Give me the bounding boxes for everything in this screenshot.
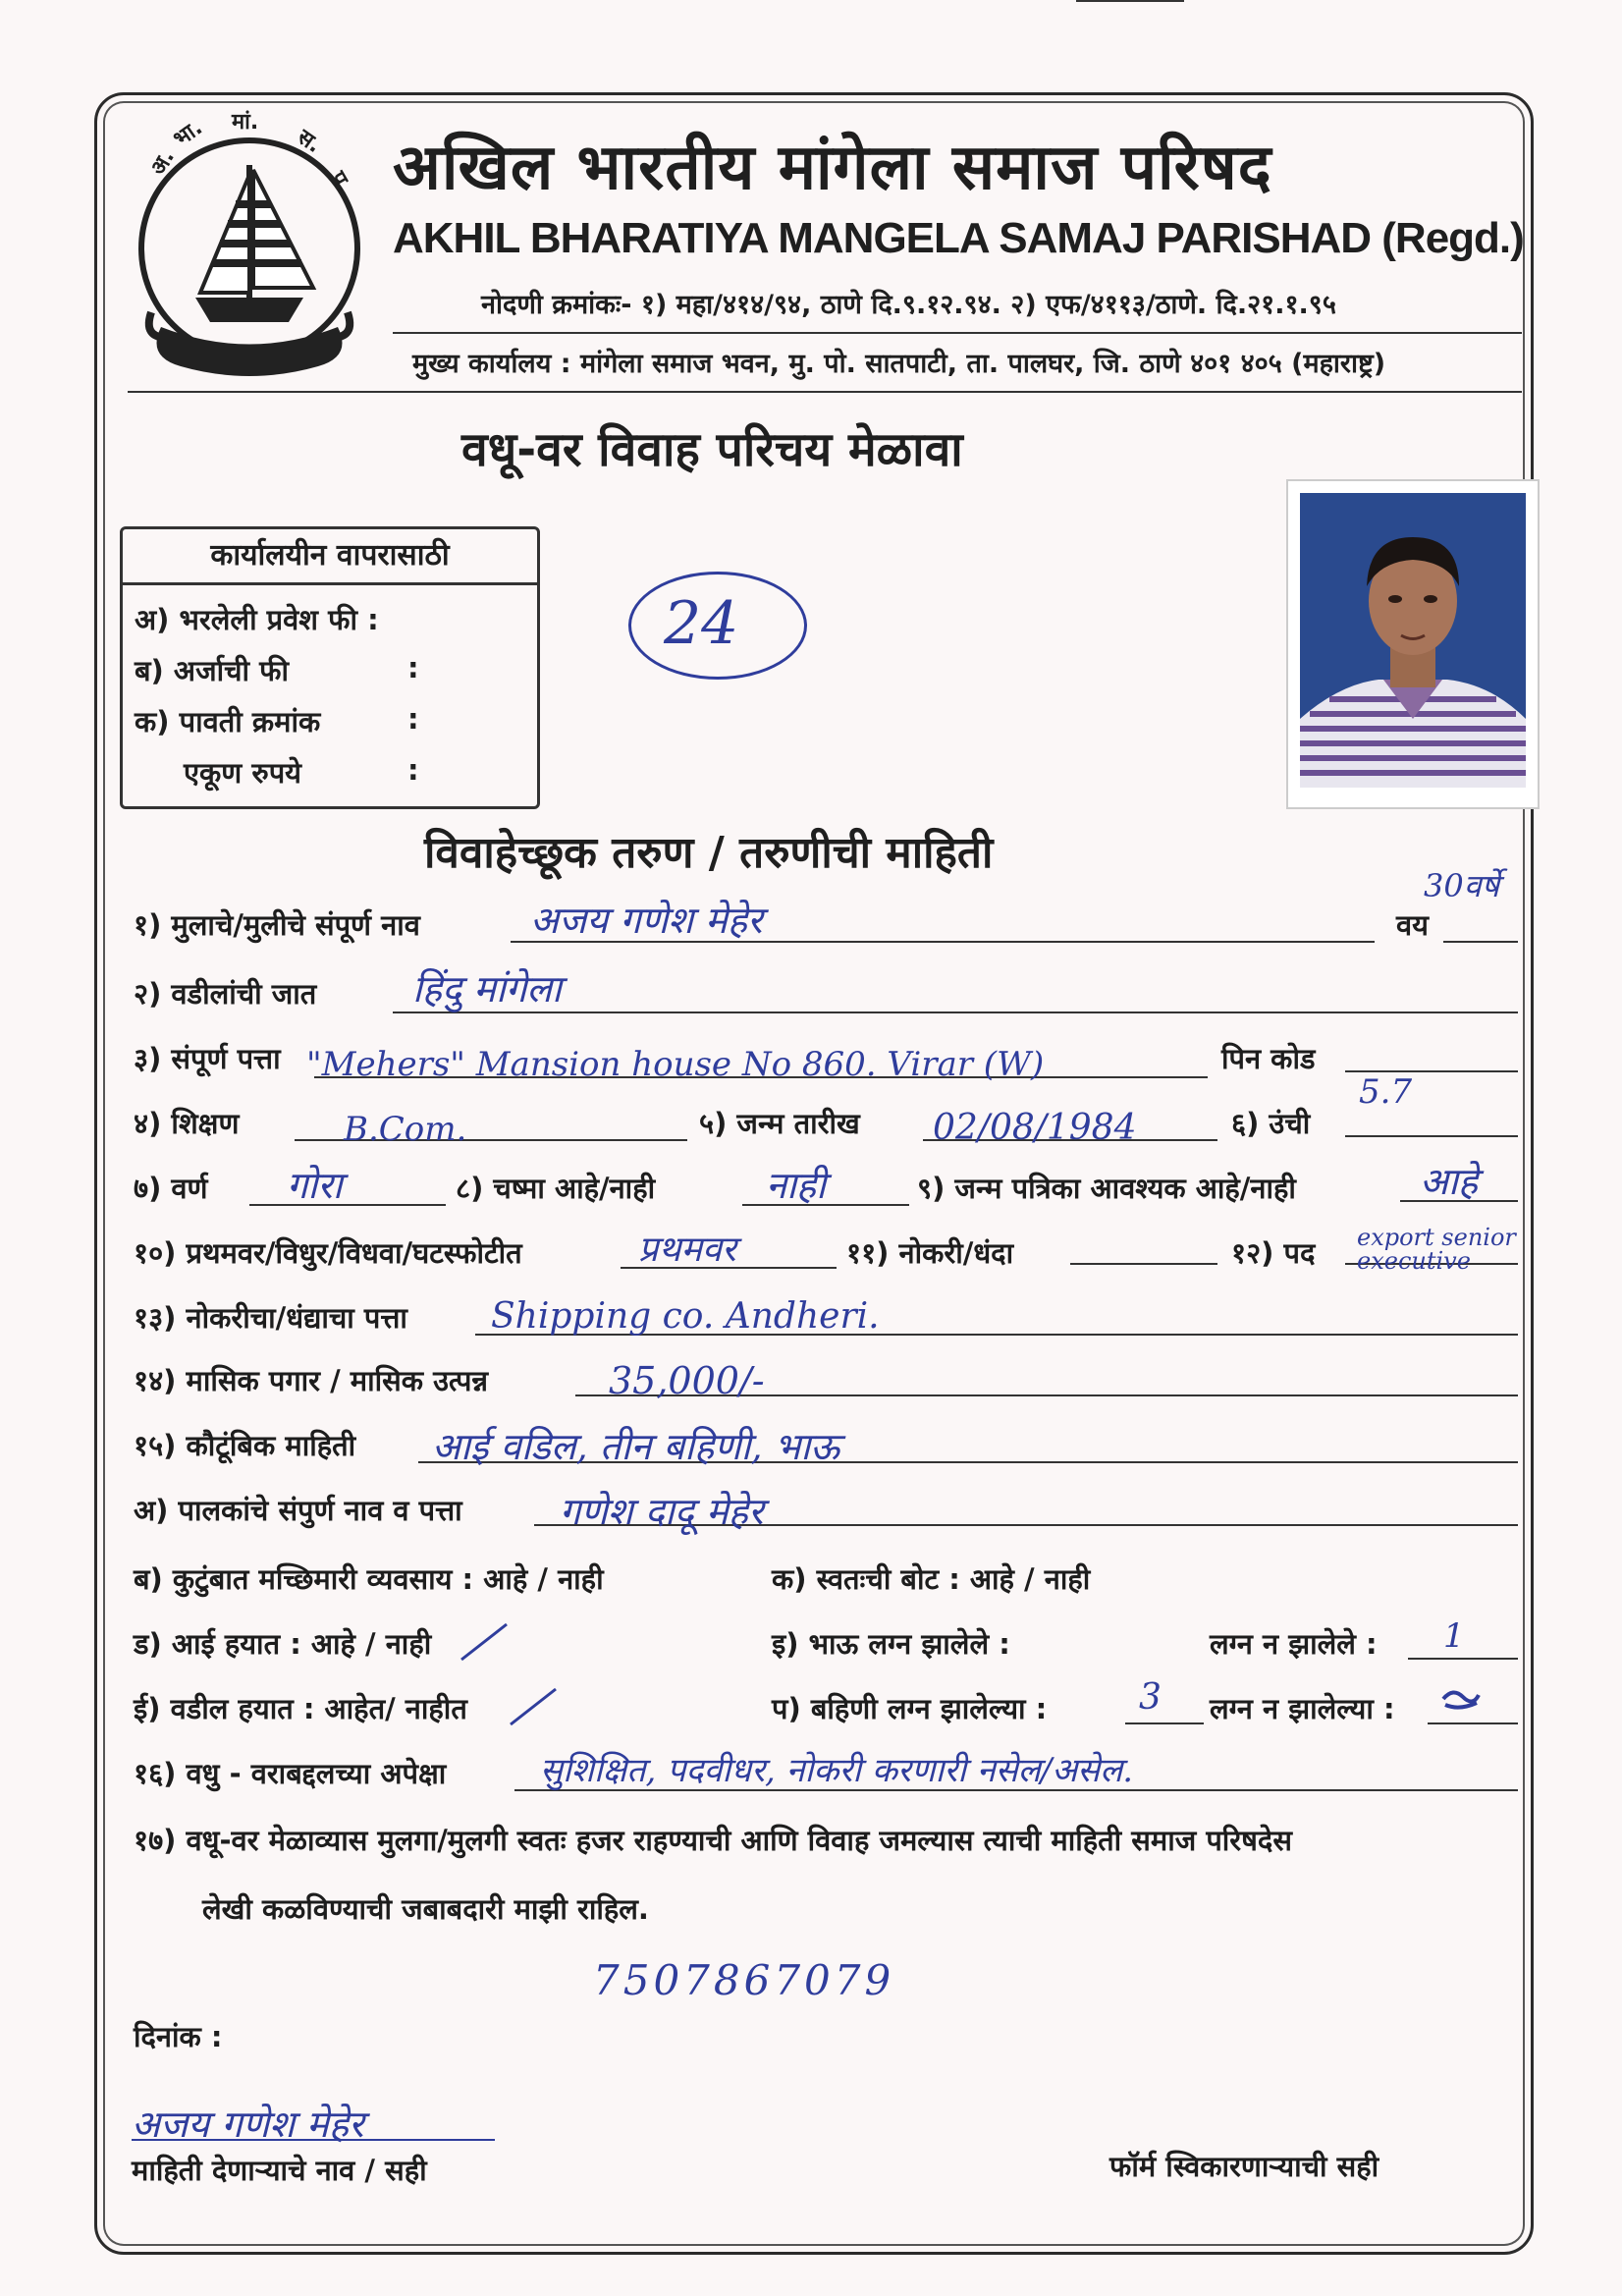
field-label-fishing-business: ब) कुटुंबात मच्छिमारी व्यवसाय : आहे / नाही <box>134 1562 604 1596</box>
field-label-spectacles: ८) चष्मा आहे/नाही <box>456 1172 656 1205</box>
field-label-age: वय <box>1396 908 1429 942</box>
underline <box>1443 941 1518 943</box>
office-row: क) पावती क्रमांक <box>135 705 321 738</box>
office-row: अ) भरलेली प्रवेश फी : <box>135 603 379 636</box>
field-value-caste[interactable]: हिंदु मांगेला <box>412 967 562 1011</box>
header-divider <box>128 391 1522 393</box>
org-name-marathi: अखिल भारतीय मांगेला समाज परिषद <box>393 132 1272 204</box>
field-value-designation[interactable]: export senior executive <box>1357 1224 1516 1275</box>
office-use-box <box>120 526 540 809</box>
field-value-horoscope[interactable]: आहे <box>1420 1160 1479 1203</box>
office-row: ब) अर्जाची फी <box>135 654 289 687</box>
section-title: विवाहेच्छूक तरुण / तरुणीची माहिती <box>424 828 994 878</box>
date-label: दिनांक : <box>134 2020 223 2053</box>
underline <box>1345 1135 1518 1137</box>
form-title: वधू-वर विवाह परिचय मेळावा <box>461 422 963 477</box>
field-label-brothers-unmarried: लग्न न झालेले : <box>1210 1627 1378 1661</box>
field-label-height: ६) उंची <box>1231 1107 1311 1140</box>
field-value-spectacles[interactable]: नाही <box>766 1164 826 1207</box>
logo-letter: स. <box>293 125 326 159</box>
declaration-line-1: १७) वधू-वर मेळाव्यास मुलगा/मुलगी स्वतः हजर राहण्याची आणि विवाह जमल्यास त्याची माहिती समाज परिषदेस <box>134 1824 1292 1857</box>
field-label-brothers-married: इ) भाऊ लग्न झालेले : <box>772 1627 1010 1661</box>
field-value-parents[interactable]: गणेश दादू मेहेर <box>560 1490 764 1533</box>
underline <box>393 1011 1518 1013</box>
field-label-marital-status: १०) प्रथमवर/विधुर/विधवा/घटस्फोटीत <box>134 1236 522 1270</box>
field-value-complexion[interactable]: गोरा <box>287 1164 343 1207</box>
header-divider <box>393 332 1522 334</box>
phone-number[interactable]: 7507867079 <box>593 1956 895 2004</box>
field-label-occupation: ११) नोकरी/धंदा <box>846 1236 1014 1270</box>
field-value-dob[interactable]: 02/08/1984 <box>933 1108 1137 1148</box>
underline <box>1428 1722 1518 1724</box>
scribble-mark <box>1439 1685 1483 1715</box>
strike-mark <box>458 1620 513 1666</box>
office-colon: : <box>407 702 419 736</box>
field-value-address[interactable]: "Mehers" Mansion house No 860. Virar (W) <box>306 1045 1045 1084</box>
field-value-brothers-unmarried[interactable]: 1 <box>1443 1616 1465 1656</box>
field-label-family-info: १५) कौटूंबिक माहिती <box>134 1429 356 1462</box>
office-use-heading: कार्यालयीन वापरासाठी <box>123 529 537 585</box>
field-label-sisters-married: प) बहिणी लग्न झालेल्या : <box>772 1692 1048 1725</box>
field-label-own-boat: क) स्वतःची बोट : आहे / नाही <box>772 1562 1091 1596</box>
strike-mark <box>507 1685 562 1730</box>
applicant-signature[interactable]: अजय गणेश मेहेर <box>132 2103 364 2146</box>
field-value-income[interactable]: 35,000/- <box>609 1359 765 1402</box>
underline <box>249 1204 446 1206</box>
field-label-parents: अ) पालकांचे संपुर्ण नाव व पत्ता <box>134 1494 462 1527</box>
registration-number: नोदणी क्रमांकः- १) महा/४१४/९४, ठाणे दि.९.१२.९४. २) एफ/४११३/ठाणे. दि.२१.१.९५ <box>481 290 1336 320</box>
field-label-horoscope: ९) जन्म पत्रिका आवश्यक आहे/नाही <box>917 1172 1296 1205</box>
field-label-father-alive: ई) वडील हयात : आहेत/ नाहीत <box>134 1692 467 1725</box>
logo-letter: अ. <box>145 145 181 180</box>
logo-letter: मां. <box>232 110 259 135</box>
field-label-income: १४) मासिक पगार / मासिक उत्पन्न <box>134 1364 488 1397</box>
office-colon: : <box>407 651 419 684</box>
field-label-work-address: १३) नोकरीचा/धंद्याचा पत्ता <box>134 1301 407 1335</box>
applicant-sign-label: माहिती देणाऱ्याचे नाव / सही <box>132 2154 427 2187</box>
field-label-complexion: ७) वर्ण <box>134 1172 208 1205</box>
office-row: एकूण रुपये <box>184 756 302 790</box>
underline <box>1070 1263 1217 1265</box>
underline <box>1076 0 1184 2</box>
field-value-family-info[interactable]: आई वडिल, तीन बहिणी, भाऊ <box>432 1425 840 1468</box>
underline <box>1125 1722 1204 1724</box>
field-value-partner-expectation[interactable]: सुशिक्षित, पदवीधर, नोकरी करणारी नसेल/असेल. <box>540 1751 1134 1790</box>
field-label-partner-expectation: १६) वधु - वराबद्दलच्या अपेक्षा <box>134 1757 447 1790</box>
field-value-education[interactable]: B.Com. <box>344 1110 467 1149</box>
field-label-dob: ५) जन्म तारीख <box>699 1107 860 1140</box>
declaration-line-2: लेखी कळविण्याची जबाबदारी माझी राहिल. <box>202 1892 649 1926</box>
serial-number: 24 <box>664 589 739 658</box>
logo-letter: भा. <box>169 115 207 152</box>
underline <box>132 2139 495 2141</box>
field-value-age[interactable]: 30वर्षे <box>1424 867 1500 904</box>
field-label-sisters-unmarried: लग्न न झालेल्या : <box>1210 1692 1395 1725</box>
field-value-sisters-married[interactable]: 3 <box>1139 1677 1162 1718</box>
head-office-address: मुख्य कार्यालय : मांगेला समाज भवन, मु. पो. सातपाटी, ता. पालघर, जि. ठाणे ४०१ ४०५ (महाराष्ट्र) <box>412 349 1386 379</box>
field-label-pincode: पिन कोड <box>1221 1042 1316 1075</box>
field-label-designation: १२) पद <box>1231 1236 1316 1270</box>
field-value-height[interactable]: 5.7 <box>1359 1072 1413 1112</box>
office-colon: : <box>407 753 419 787</box>
field-value-name[interactable]: अजय गणेश मेहेर <box>530 899 763 942</box>
field-value-marital-status[interactable]: प्रथमवर <box>638 1230 736 1270</box>
field-label-mother-alive: ड) आई हयात : आहे / नाही <box>134 1627 432 1661</box>
field-label-name: १) मुलाचे/मुलीचे संपूर्ण नाव <box>134 908 420 942</box>
receiver-sign-label: फॉर्म स्विकारणाऱ्याची सही <box>1109 2150 1379 2183</box>
org-name-english: AKHIL BHARATIYA MANGELA SAMAJ PARISHAD (Regd.) <box>393 214 1524 262</box>
field-value-work-address[interactable]: Shipping co. Andheri. <box>491 1296 880 1337</box>
field-label-address: ३) संपूर्ण पत्ता <box>134 1042 281 1075</box>
field-label-caste: २) वडीलांची जात <box>134 977 317 1011</box>
underline <box>1408 1658 1518 1660</box>
logo-letter: प. <box>325 167 357 198</box>
applicant-photo <box>1286 479 1540 809</box>
field-label-education: ४) शिक्षण <box>134 1107 240 1140</box>
